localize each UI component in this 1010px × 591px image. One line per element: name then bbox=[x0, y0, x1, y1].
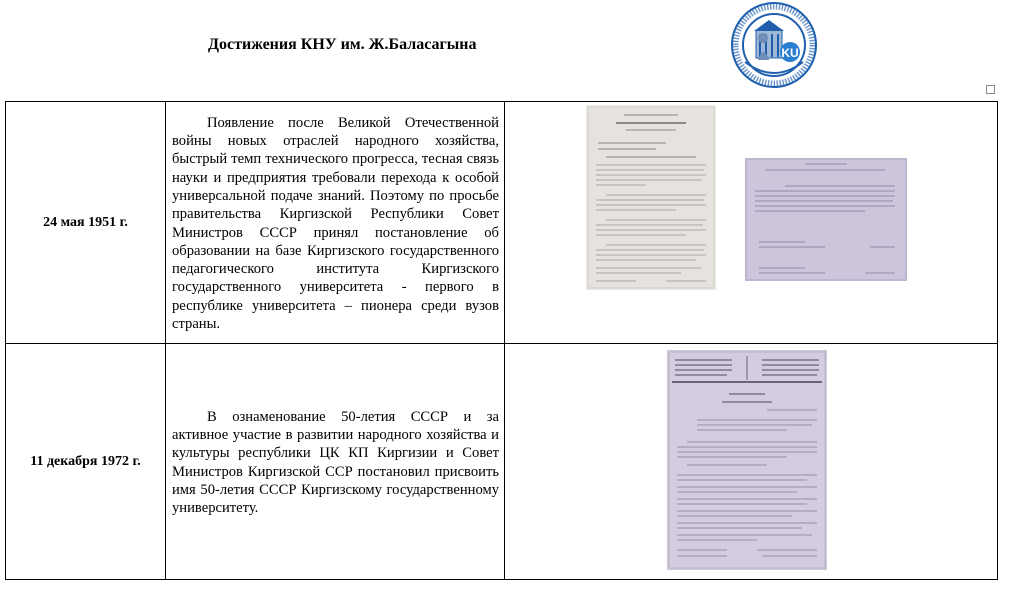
resolution-1951-typed-image bbox=[745, 158, 907, 281]
row-images bbox=[505, 344, 998, 580]
page-title: Достижения КНУ им. Ж.Баласагына bbox=[208, 36, 477, 53]
row-date: 24 мая 1951 г. bbox=[6, 102, 166, 344]
resize-handle[interactable] bbox=[986, 85, 995, 94]
row-description: В ознаменование 50-летия СССР и за активное участие в развитии народного хозяйства и культуры республики ЦК КП Киргизии и Совет Министров Киргизской ССР постановил присвоить имя 50-летия СССР Киргизскому государственному университету. bbox=[172, 408, 499, 517]
row-images bbox=[505, 102, 998, 344]
achievements-table bbox=[5, 101, 998, 580]
row-description: Появление после Великой Отечественной войны новых отраслей народного хозяйства, быстрый темп технического прогресса, тесная связь науки и предприятия требовали перехода к особой универсальной подаче знаний. Поэтому по просьбе правительства Киргизской Республики Совет Министров СССР принял постановление об образовании на базе Киргизского государственного педагогического института Киргизского государственного университета - первого в республике университета – пионера среди вузов страны. bbox=[172, 114, 499, 332]
table-row bbox=[6, 102, 998, 344]
resolution-1951-scan-image bbox=[586, 105, 716, 290]
svg-text:KU: KU bbox=[781, 46, 799, 60]
knu-emblem-icon bbox=[731, 2, 817, 88]
row-date: 11 декабря 1972 г. bbox=[6, 344, 166, 580]
table-row bbox=[6, 344, 998, 580]
resolution-1972-scan-image bbox=[667, 350, 827, 570]
